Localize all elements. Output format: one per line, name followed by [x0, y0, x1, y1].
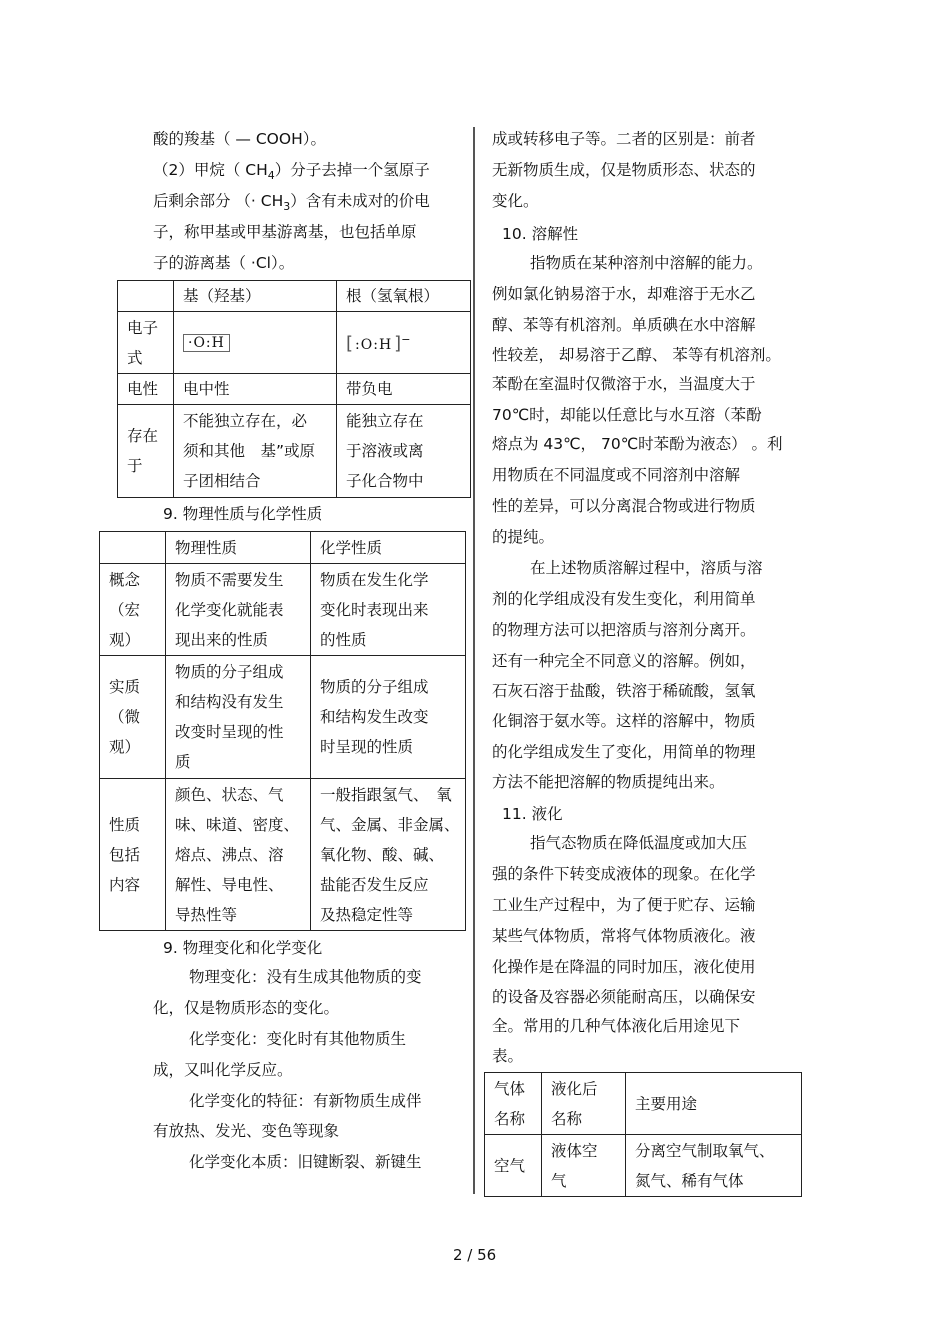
body-line: 化学变化：变化时有其他物质生 — [189, 1030, 407, 1048]
table-header-cell — [485, 1073, 542, 1135]
body-line: 化学变化本质：旧键断裂、新键生 — [189, 1153, 422, 1171]
gas-liquefaction-table — [484, 1072, 802, 1197]
cell-line: （宏 — [109, 600, 141, 619]
cell-line: 和结构没有发生 — [175, 693, 284, 711]
body-line: 子，称甲基或甲基游离基，也包括单原 — [153, 223, 417, 241]
table-cell — [174, 405, 337, 498]
body-line: 苯酚在室温时仅微溶于水，当温度大于 — [492, 375, 756, 393]
cell-line: 时呈现的性质 — [320, 738, 414, 756]
bracket-right: ] — [394, 333, 402, 355]
cell-line: 味、味道、密度、 — [175, 815, 300, 834]
body-line: 的提纯。 — [492, 528, 555, 546]
table-cell: 空气 — [485, 1135, 542, 1197]
body-line: 用物质在不同温度或不同溶剂中溶解 — [492, 466, 741, 484]
table-cell — [311, 564, 466, 656]
table-row-label — [118, 312, 174, 374]
table-header-cell — [118, 281, 174, 312]
body-line: 的物理方法可以把溶质与溶剂分离开。 — [492, 621, 756, 639]
cell-line: 和结构发生改变 — [320, 708, 429, 726]
cell-line: 液体空 — [551, 1141, 598, 1160]
cell-line: 名称 — [551, 1109, 583, 1128]
body-line: 剂的化学组成没有发生变化，利用简单 — [492, 590, 756, 608]
body-line: 全。常用的几种气体液化后用途见下 — [492, 1017, 741, 1035]
electron-dot-formula: ·O:H — [183, 334, 230, 352]
body-line: 化铜溶于氨水等。这样的溶解中，物质 — [492, 712, 756, 730]
section-heading: 11. 液化 — [502, 805, 563, 823]
body-line: 成或转移电子等。二者的区别是：前者 — [492, 130, 756, 148]
cell-line: 实质 — [109, 678, 141, 696]
cell-line: 改变时呈现的性 — [175, 723, 284, 741]
cell-line: 于溶液或离 — [346, 442, 424, 460]
cell-line: 物质的分子组成 — [175, 663, 284, 681]
body-line: 物理变化：没有生成其他物质的变 — [189, 968, 422, 986]
cell-line: 观） — [109, 630, 141, 649]
cell-line: 子化合物中 — [346, 472, 424, 490]
text-segment: ）含有未成对的价电 — [290, 192, 430, 210]
table-header-cell — [100, 532, 166, 564]
body-line: 醇、苯等有机溶剂。单质碘在水中溶解 — [492, 316, 756, 334]
cell-line: 包括 — [109, 845, 141, 864]
cell-line: 及热稳定性等 — [320, 905, 414, 924]
section-heading: 9. 物理性质与化学性质 — [163, 505, 323, 523]
table-cell: 电中性 — [174, 374, 337, 405]
body-line: 某些气体物质，常将气体物质液化。液 — [492, 927, 756, 945]
subscript: 4 — [267, 169, 275, 183]
table-header-cell: 根（氢氧根） — [337, 281, 471, 312]
body-line: 指气态物质在降低温度或加大压 — [530, 834, 748, 852]
radical-table — [117, 280, 471, 498]
body-line: 石灰石溶于盐酸，铁溶于稀硫酸，氢氧 — [492, 682, 756, 700]
cell-line: 概念 — [109, 570, 141, 589]
cell-line: 物质不需要发生 — [175, 570, 284, 589]
section-heading: 10. 溶解性 — [502, 225, 579, 243]
cell-line: 物质在发生化学 — [320, 570, 429, 589]
table-header-cell — [542, 1073, 626, 1135]
body-line: 例如氯化钠易溶于水，却难溶于无水乙 — [492, 285, 756, 303]
body-line: 性的差异，可以分离混合物或进行物质 — [492, 497, 756, 515]
column-divider — [473, 127, 475, 1194]
body-line: 的化学组成发生了变化，用简单的物理 — [492, 743, 756, 761]
table-cell — [166, 656, 311, 779]
bracket-left: [ — [346, 333, 354, 355]
body-line: 指物质在某种溶剂中溶解的能力。 — [530, 254, 763, 272]
body-line: 方法不能把溶解的物质提纯出来。 — [492, 773, 725, 791]
cell-line: 电子 — [127, 318, 159, 337]
electron-dot-formula: :O:H — [355, 337, 393, 354]
body-line — [153, 160, 430, 183]
text-segment: ）分子去掉一个氢原子 — [274, 161, 430, 179]
cell-line: 式 — [127, 348, 143, 367]
table-header-cell: 主要用途 — [626, 1073, 802, 1135]
body-line: 化学变化的特征：有新物质生成伴 — [189, 1092, 422, 1110]
table-row-label — [100, 564, 166, 656]
table-cell — [311, 656, 466, 779]
cell-line: 气体 — [494, 1079, 526, 1098]
body-line: 子的游离基（ ·Cl）。 — [153, 254, 295, 272]
cell-line: 颜色、状态、气 — [175, 785, 284, 804]
table-cell — [542, 1135, 626, 1197]
table-row-label — [100, 779, 166, 931]
table-header-cell: 物理性质 — [166, 532, 311, 564]
electron-formula-hydroxide — [337, 312, 471, 374]
cell-line: 的性质 — [320, 630, 367, 649]
text-segment: 后剩余部分 （· CH — [153, 192, 284, 210]
cell-line: 液化后 — [551, 1079, 598, 1098]
table-row-label — [118, 405, 174, 498]
table-row-label — [100, 656, 166, 779]
cell-line: 名称 — [494, 1109, 526, 1128]
charge-sign: − — [401, 332, 411, 346]
cell-line: 于 — [127, 457, 143, 475]
cell-line: 解性、导电性、 — [175, 875, 284, 894]
table-row-label: 电性 — [118, 374, 174, 405]
body-line: 化，仅是物质形态的变化。 — [153, 999, 340, 1017]
body-line: 70℃时，却能以任意比与水互溶（苯酚 — [492, 406, 762, 424]
cell-line: 化学变化就能表 — [175, 600, 284, 619]
body-line: 的设备及容器必须能耐高压，以确保安 — [492, 988, 756, 1006]
cell-line: （微 — [109, 708, 141, 726]
body-line: 酸的羧基（ — COOH）。 — [153, 130, 326, 148]
body-line: 还有一种完全不同意义的溶解。例如， — [492, 652, 756, 670]
cell-line: 气 — [551, 1171, 567, 1190]
body-line: 强的条件下转变成液体的现象。在化学 — [492, 865, 756, 883]
properties-table — [99, 531, 466, 931]
cell-line: 导热性等 — [175, 905, 238, 924]
cell-line: 质 — [175, 753, 191, 771]
cell-line: 存在 — [127, 427, 159, 445]
table-header-cell: 化学性质 — [311, 532, 466, 564]
cell-line: 熔点、沸点、溶 — [175, 845, 284, 864]
cell-line: 一般指跟氢气、 氧 — [320, 785, 452, 804]
cell-line: 变化时表现出来 — [320, 600, 429, 619]
text-segment: （2）甲烷（ CH — [153, 161, 268, 179]
table-cell — [337, 405, 471, 498]
subscript: 3 — [283, 200, 291, 214]
body-line — [153, 191, 430, 214]
body-line: 有放热、发光、变色等现象 — [153, 1122, 340, 1140]
cell-line: 能独立存在 — [346, 412, 424, 430]
body-line: 表。 — [492, 1047, 524, 1065]
table-cell — [626, 1135, 802, 1197]
cell-line: 现出来的性质 — [175, 630, 269, 649]
body-line: 工业生产过程中，为了便于贮存、运输 — [492, 896, 756, 914]
body-line: 成，又叫化学反应。 — [153, 1061, 293, 1079]
table-header-cell: 基（羟基） — [174, 281, 337, 312]
cell-line: 子团相结合 — [183, 472, 261, 490]
cell-line: 气、金属、非金属、 — [320, 815, 460, 834]
cell-line: 氮气、稀有气体 — [635, 1171, 744, 1190]
cell-line: 内容 — [109, 875, 141, 894]
cell-line: 物质的分子组成 — [320, 678, 429, 696]
table-cell: 带负电 — [337, 374, 471, 405]
body-line: 熔点为 43℃， 70℃时苯酚为液态） 。利 — [492, 435, 783, 453]
table-cell — [166, 779, 311, 931]
body-line: 无新物质生成，仅是物质形态、状态的 — [492, 161, 756, 179]
cell-line: 分离空气制取氧气、 — [635, 1141, 775, 1160]
table-cell — [311, 779, 466, 931]
electron-formula-hydroxyl — [174, 312, 337, 374]
body-line: 化操作是在降温的同时加压，液化使用 — [492, 958, 756, 976]
cell-line: 须和其他 基”或原 — [183, 442, 316, 460]
cell-line: 盐能否发生反应 — [320, 875, 429, 894]
cell-line: 不能独立存在，必 — [183, 412, 308, 430]
table-cell — [166, 564, 311, 656]
body-line: 性较差， 却易溶于乙醇、 苯等有机溶剂。 — [492, 346, 781, 364]
cell-line: 观） — [109, 738, 141, 756]
cell-line: 性质 — [109, 815, 141, 834]
section-heading: 9. 物理变化和化学变化 — [163, 939, 323, 957]
page-number: 2 / 56 — [453, 1246, 497, 1264]
body-line: 在上述物质溶解过程中，溶质与溶 — [530, 559, 763, 577]
cell-line: 氧化物、酸、碱、 — [320, 845, 445, 864]
body-line: 变化。 — [492, 192, 539, 210]
